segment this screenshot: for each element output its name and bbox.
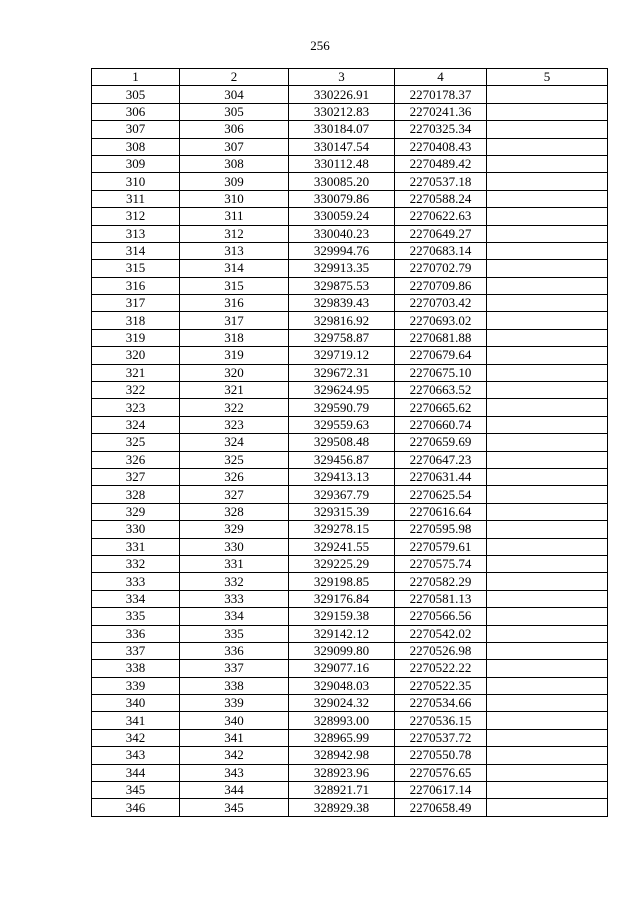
table-row [92, 642, 608, 659]
table-cell-col-5 [487, 86, 608, 103]
table-cell-col-3: 330184.07 [289, 121, 395, 138]
table-cell-col-5 [487, 277, 608, 294]
table-cell-col-4: 2270649.27 [395, 225, 487, 242]
table-cell-col-5 [487, 538, 608, 555]
table-cell-col-4: 2270534.66 [395, 695, 487, 712]
table-cell-col-3: 329508.48 [289, 434, 395, 451]
table-row [92, 712, 608, 729]
table-cell-col-1: 334 [92, 590, 180, 607]
table-cell-col-5 [487, 329, 608, 346]
table-cell-col-3: 329816.92 [289, 312, 395, 329]
table-cell-col-1: 331 [92, 538, 180, 555]
table-cell-col-3: 329456.87 [289, 451, 395, 468]
table-cell-col-1: 316 [92, 277, 180, 294]
table-cell-col-1: 328 [92, 486, 180, 503]
table-row [92, 764, 608, 781]
table-cell-col-3: 329875.53 [289, 277, 395, 294]
table-cell-col-1: 323 [92, 399, 180, 416]
table-row [92, 382, 608, 399]
table-cell-col-1: 311 [92, 190, 180, 207]
table-cell-col-4: 2270542.02 [395, 625, 487, 642]
table-cell-col-5 [487, 451, 608, 468]
table-cell-col-4: 2270576.65 [395, 764, 487, 781]
table-cell-col-5 [487, 521, 608, 538]
table-cell-col-3: 330226.91 [289, 86, 395, 103]
table-row [92, 608, 608, 625]
table-cell-col-4: 2270659.69 [395, 434, 487, 451]
table-cell-col-5 [487, 155, 608, 172]
table-cell-col-3: 329559.63 [289, 416, 395, 433]
table-cell-col-5 [487, 260, 608, 277]
table-row [92, 677, 608, 694]
table-cell-col-2: 341 [180, 729, 289, 746]
table-row [92, 103, 608, 120]
table-cell-col-5 [487, 677, 608, 694]
table-cell-col-4: 2270325.34 [395, 121, 487, 138]
table-cell-col-2: 332 [180, 573, 289, 590]
table-row [92, 364, 608, 381]
table-cell-col-1: 319 [92, 329, 180, 346]
table-cell-col-1: 321 [92, 364, 180, 381]
table-cell-col-2: 333 [180, 590, 289, 607]
table-cell-col-1: 339 [92, 677, 180, 694]
table-cell-col-3: 329590.79 [289, 399, 395, 416]
table-cell-col-4: 2270660.74 [395, 416, 487, 433]
table-cell-col-3: 328929.38 [289, 799, 395, 816]
table-cell-col-3: 328942.98 [289, 747, 395, 764]
table-row [92, 468, 608, 485]
table-cell-col-1: 315 [92, 260, 180, 277]
table-cell-col-4: 2270579.61 [395, 538, 487, 555]
table-cell-col-3: 328993.00 [289, 712, 395, 729]
table-cell-col-2: 330 [180, 538, 289, 555]
table-row [92, 660, 608, 677]
table-cell-col-4: 2270681.88 [395, 329, 487, 346]
table-cell-col-5 [487, 190, 608, 207]
table-cell-col-5 [487, 347, 608, 364]
table-cell-col-3: 329672.31 [289, 364, 395, 381]
table-cell-col-5 [487, 660, 608, 677]
table-row [92, 208, 608, 225]
table-cell-col-3: 330112.48 [289, 155, 395, 172]
header-row [92, 69, 608, 86]
table-cell-col-4: 2270588.24 [395, 190, 487, 207]
table-cell-col-3: 330079.86 [289, 190, 395, 207]
table-row [92, 486, 608, 503]
table-cell-col-2: 307 [180, 138, 289, 155]
table-cell-col-1: 327 [92, 468, 180, 485]
table-cell-col-2: 337 [180, 660, 289, 677]
table-cell-col-3: 329624.95 [289, 382, 395, 399]
table-cell-col-2: 322 [180, 399, 289, 416]
table-cell-col-4: 2270702.79 [395, 260, 487, 277]
table-cell-col-5 [487, 695, 608, 712]
table-cell-col-1: 325 [92, 434, 180, 451]
table-cell-col-5 [487, 503, 608, 520]
table-cell-col-4: 2270408.43 [395, 138, 487, 155]
table-cell-col-4: 2270683.14 [395, 242, 487, 259]
table-cell-col-5 [487, 468, 608, 485]
table-cell-col-2: 319 [180, 347, 289, 364]
table-cell-col-4: 2270566.56 [395, 608, 487, 625]
table-cell-col-5 [487, 555, 608, 572]
table-cell-col-1: 336 [92, 625, 180, 642]
table-cell-col-1: 308 [92, 138, 180, 155]
table-cell-col-1: 346 [92, 799, 180, 816]
table-row [92, 538, 608, 555]
header-cell-5: 5 [487, 69, 608, 86]
header-cell-3: 3 [289, 69, 395, 86]
table-cell-col-1: 326 [92, 451, 180, 468]
table-cell-col-3: 330147.54 [289, 138, 395, 155]
table-cell-col-3: 329099.80 [289, 642, 395, 659]
table-cell-col-3: 329839.43 [289, 295, 395, 312]
table-cell-col-5 [487, 712, 608, 729]
table-cell-col-3: 329278.15 [289, 521, 395, 538]
table-cell-col-5 [487, 364, 608, 381]
table-cell-col-2: 338 [180, 677, 289, 694]
table-cell-col-1: 340 [92, 695, 180, 712]
table-cell-col-2: 323 [180, 416, 289, 433]
table-cell-col-1: 305 [92, 86, 180, 103]
table-cell-col-4: 2270575.74 [395, 555, 487, 572]
table-row [92, 573, 608, 590]
table-cell-col-3: 329758.87 [289, 329, 395, 346]
table-cell-col-5 [487, 782, 608, 799]
table-cell-col-5 [487, 434, 608, 451]
table-cell-col-1: 332 [92, 555, 180, 572]
table-cell-col-3: 329413.13 [289, 468, 395, 485]
table-cell-col-2: 312 [180, 225, 289, 242]
table-cell-col-5 [487, 747, 608, 764]
table-cell-col-5 [487, 121, 608, 138]
table-cell-col-5 [487, 173, 608, 190]
table-cell-col-4: 2270178.37 [395, 86, 487, 103]
table-cell-col-2: 305 [180, 103, 289, 120]
table-cell-col-4: 2270665.62 [395, 399, 487, 416]
table-cell-col-5 [487, 486, 608, 503]
table-cell-col-3: 328965.99 [289, 729, 395, 746]
table-cell-col-3: 329367.79 [289, 486, 395, 503]
table-cell-col-1: 312 [92, 208, 180, 225]
table-cell-col-4: 2270617.14 [395, 782, 487, 799]
table-cell-col-2: 315 [180, 277, 289, 294]
table-cell-col-4: 2270582.29 [395, 573, 487, 590]
table-cell-col-4: 2270709.86 [395, 277, 487, 294]
table-cell-col-5 [487, 573, 608, 590]
table-cell-col-4: 2270537.18 [395, 173, 487, 190]
table-cell-col-4: 2270550.78 [395, 747, 487, 764]
table-cell-col-2: 318 [180, 329, 289, 346]
table-cell-col-3: 329994.76 [289, 242, 395, 259]
table-cell-col-2: 326 [180, 468, 289, 485]
table-cell-col-1: 313 [92, 225, 180, 242]
table-cell-col-2: 306 [180, 121, 289, 138]
table-cell-col-2: 317 [180, 312, 289, 329]
table-cell-col-1: 314 [92, 242, 180, 259]
table-cell-col-1: 317 [92, 295, 180, 312]
table-cell-col-4: 2270647.23 [395, 451, 487, 468]
table-cell-col-1: 309 [92, 155, 180, 172]
table-row [92, 782, 608, 799]
table-cell-col-1: 310 [92, 173, 180, 190]
table-cell-col-2: 345 [180, 799, 289, 816]
table-cell-col-4: 2270679.64 [395, 347, 487, 364]
table-cell-col-4: 2270536.15 [395, 712, 487, 729]
table-row [92, 555, 608, 572]
table-cell-col-3: 328923.96 [289, 764, 395, 781]
table-cell-col-1: 345 [92, 782, 180, 799]
coordinates-table [91, 68, 608, 817]
table-cell-col-5 [487, 295, 608, 312]
table-cell-col-1: 335 [92, 608, 180, 625]
table-cell-col-4: 2270489.42 [395, 155, 487, 172]
table-cell-col-3: 329719.12 [289, 347, 395, 364]
table-row [92, 329, 608, 346]
table-row [92, 225, 608, 242]
table-row [92, 799, 608, 816]
table-cell-col-2: 344 [180, 782, 289, 799]
table-cell-col-4: 2270625.54 [395, 486, 487, 503]
table-cell-col-5 [487, 312, 608, 329]
table-cell-col-4: 2270693.02 [395, 312, 487, 329]
table-cell-col-4: 2270537.72 [395, 729, 487, 746]
table-cell-col-2: 324 [180, 434, 289, 451]
table-cell-col-2: 342 [180, 747, 289, 764]
table-header [92, 69, 608, 86]
table-cell-col-2: 313 [180, 242, 289, 259]
table-row [92, 295, 608, 312]
table-cell-col-3: 329024.32 [289, 695, 395, 712]
table-cell-col-1: 343 [92, 747, 180, 764]
table-cell-col-3: 329913.35 [289, 260, 395, 277]
table-cell-col-3: 330212.83 [289, 103, 395, 120]
table-cell-col-5 [487, 138, 608, 155]
table-cell-col-3: 329159.38 [289, 608, 395, 625]
table-cell-col-3: 329142.12 [289, 625, 395, 642]
table-cell-col-5 [487, 799, 608, 816]
table-row [92, 399, 608, 416]
table-cell-col-2: 329 [180, 521, 289, 538]
table-row [92, 747, 608, 764]
table-cell-col-2: 325 [180, 451, 289, 468]
table-cell-col-3: 328921.71 [289, 782, 395, 799]
table-cell-col-4: 2270631.44 [395, 468, 487, 485]
table-cell-col-2: 331 [180, 555, 289, 572]
table-cell-col-1: 338 [92, 660, 180, 677]
table-cell-col-2: 328 [180, 503, 289, 520]
table-cell-col-3: 329315.39 [289, 503, 395, 520]
table-cell-col-5 [487, 399, 608, 416]
table-cell-col-1: 322 [92, 382, 180, 399]
table-row [92, 277, 608, 294]
table-cell-col-2: 321 [180, 382, 289, 399]
table-cell-col-1: 341 [92, 712, 180, 729]
table-cell-col-2: 340 [180, 712, 289, 729]
table-cell-col-2: 314 [180, 260, 289, 277]
table-row [92, 242, 608, 259]
table-row [92, 625, 608, 642]
table-cell-col-5 [487, 729, 608, 746]
table-cell-col-3: 330059.24 [289, 208, 395, 225]
table-cell-col-2: 311 [180, 208, 289, 225]
table-cell-col-2: 309 [180, 173, 289, 190]
header-cell-1: 1 [92, 69, 180, 86]
table-cell-col-2: 336 [180, 642, 289, 659]
table-row [92, 173, 608, 190]
table-cell-col-4: 2270658.49 [395, 799, 487, 816]
table-cell-col-1: 329 [92, 503, 180, 520]
table-cell-col-3: 329176.84 [289, 590, 395, 607]
table-row [92, 590, 608, 607]
table-cell-col-2: 335 [180, 625, 289, 642]
table-cell-col-2: 320 [180, 364, 289, 381]
table-cell-col-1: 344 [92, 764, 180, 781]
table-row [92, 312, 608, 329]
table-cell-col-4: 2270595.98 [395, 521, 487, 538]
table-cell-col-3: 329198.85 [289, 573, 395, 590]
table-cell-col-4: 2270581.13 [395, 590, 487, 607]
table-row [92, 416, 608, 433]
table-cell-col-3: 330085.20 [289, 173, 395, 190]
table-cell-col-5 [487, 382, 608, 399]
table-cell-col-5 [487, 103, 608, 120]
table-row [92, 190, 608, 207]
table-cell-col-5 [487, 242, 608, 259]
table-cell-col-2: 316 [180, 295, 289, 312]
table-row [92, 347, 608, 364]
table-cell-col-5 [487, 608, 608, 625]
table-cell-col-3: 329241.55 [289, 538, 395, 555]
table-cell-col-1: 333 [92, 573, 180, 590]
table-row [92, 260, 608, 277]
table-row [92, 729, 608, 746]
header-cell-2: 2 [180, 69, 289, 86]
table-cell-col-4: 2270675.10 [395, 364, 487, 381]
header-cell-4: 4 [395, 69, 487, 86]
table-cell-col-2: 310 [180, 190, 289, 207]
table-cell-col-4: 2270622.63 [395, 208, 487, 225]
table-cell-col-1: 324 [92, 416, 180, 433]
table-cell-col-3: 329048.03 [289, 677, 395, 694]
table-cell-col-5 [487, 208, 608, 225]
table-cell-col-5 [487, 625, 608, 642]
table-cell-col-4: 2270663.52 [395, 382, 487, 399]
table-row [92, 86, 608, 103]
table-row [92, 451, 608, 468]
table-cell-col-4: 2270241.36 [395, 103, 487, 120]
page-number: 256 [310, 38, 330, 53]
table-row [92, 434, 608, 451]
table-cell-col-3: 329225.29 [289, 555, 395, 572]
table-cell-col-1: 342 [92, 729, 180, 746]
table-row [92, 695, 608, 712]
table-cell-col-4: 2270703.42 [395, 295, 487, 312]
table-row [92, 521, 608, 538]
table-cell-col-4: 2270616.64 [395, 503, 487, 520]
table-cell-col-5 [487, 416, 608, 433]
table-cell-col-2: 334 [180, 608, 289, 625]
table-cell-col-2: 327 [180, 486, 289, 503]
table-cell-col-1: 318 [92, 312, 180, 329]
table-cell-col-1: 330 [92, 521, 180, 538]
table-cell-col-1: 337 [92, 642, 180, 659]
table-cell-col-2: 343 [180, 764, 289, 781]
table-cell-col-5 [487, 225, 608, 242]
table-cell-col-2: 304 [180, 86, 289, 103]
table-cell-col-1: 306 [92, 103, 180, 120]
table-cell-col-2: 339 [180, 695, 289, 712]
table-cell-col-3: 330040.23 [289, 225, 395, 242]
table-cell-col-2: 308 [180, 155, 289, 172]
table-row [92, 121, 608, 138]
table-cell-col-1: 320 [92, 347, 180, 364]
table-cell-col-5 [487, 764, 608, 781]
table-cell-col-5 [487, 642, 608, 659]
table-row [92, 503, 608, 520]
table-cell-col-4: 2270522.22 [395, 660, 487, 677]
table-cell-col-4: 2270522.35 [395, 677, 487, 694]
table-cell-col-1: 307 [92, 121, 180, 138]
table-body [92, 86, 608, 816]
table-cell-col-4: 2270526.98 [395, 642, 487, 659]
table-cell-col-3: 329077.16 [289, 660, 395, 677]
table-cell-col-5 [487, 590, 608, 607]
table-row [92, 138, 608, 155]
table-row [92, 155, 608, 172]
